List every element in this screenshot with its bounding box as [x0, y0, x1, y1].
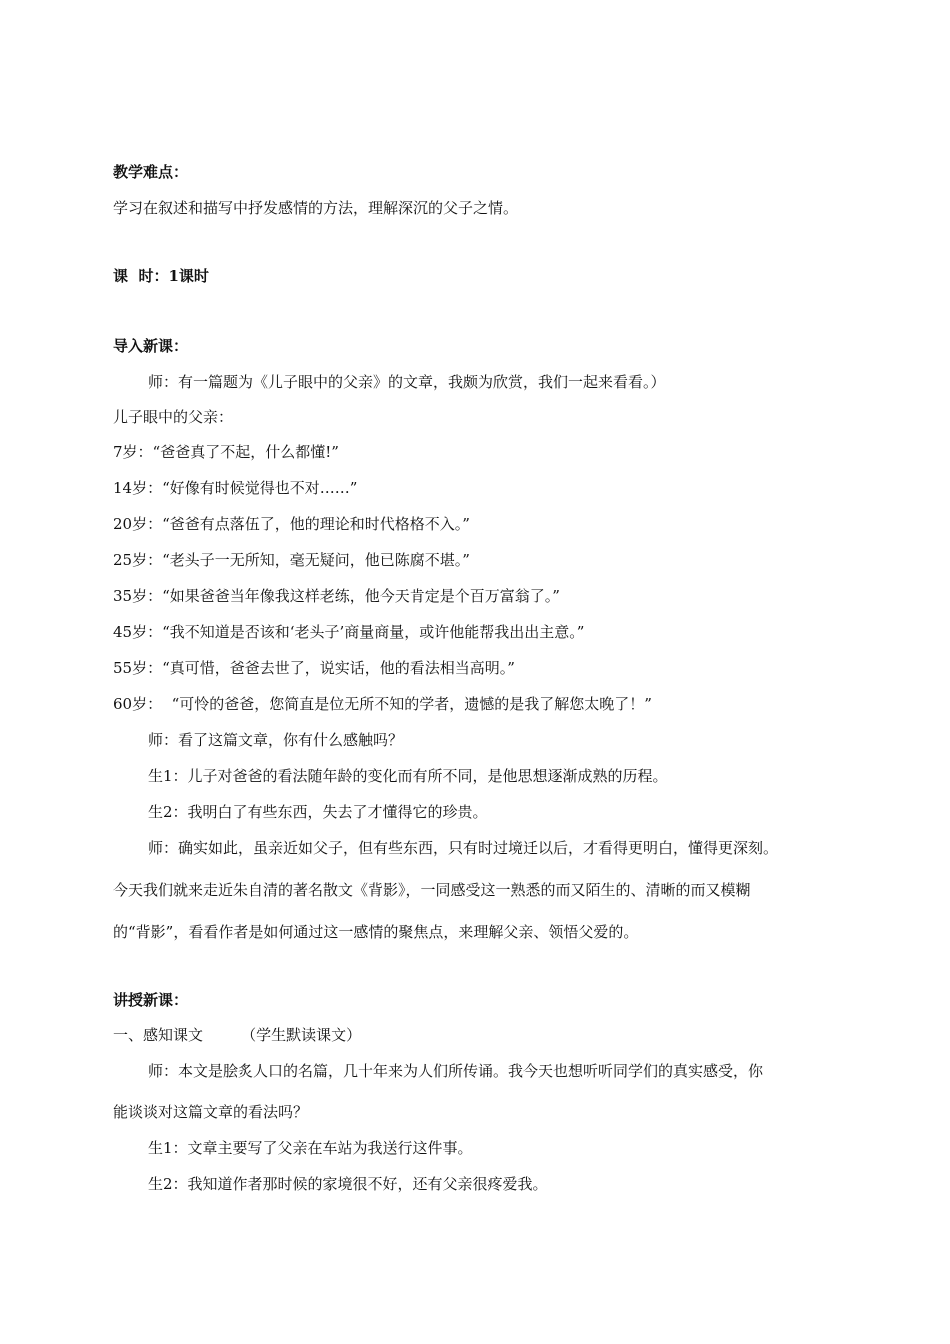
- teacher-intro: 师：有一篇题为《儿子眼中的父亲》的文章，我颇为欣赏，我们一起来看看。）: [148, 373, 666, 391]
- closing-line: 今天我们就来走近朱自清的著名散文《背影》，一同感受这一熟悉的而又陌生的、清晰的而又模糊: [113, 881, 751, 899]
- dialogue-line: 生2：我明白了有些东西，失去了才懂得它的珍贵。: [148, 803, 488, 821]
- age-line: 25岁：“老头子一无所知，毫无疑问，他已陈腐不堪。”: [113, 551, 470, 569]
- lecture-heading: 讲授新课：: [113, 991, 189, 1009]
- student-answer: 生1：文章主要写了父亲在车站为我送行这件事。: [148, 1139, 473, 1157]
- closing-line: 师：确实如此，虽亲近如父子，但有些东西，只有时过境迁以后，才看得更明白，懂得更深刻。: [148, 839, 779, 857]
- age-line: 35岁：“如果爸爸当年像我这样老练，他今天肯定是个百万富翁了。”: [113, 587, 560, 605]
- age-line: 55岁：“真可惜，爸爸去世了，说实话，他的看法相当高明。”: [113, 659, 515, 677]
- dialogue-line: 生1：儿子对爸爸的看法随年龄的变化而有所不同，是他思想逐渐成熟的历程。: [148, 767, 668, 785]
- list-title: 儿子眼中的父亲：: [113, 408, 234, 426]
- age-line: 7岁：“爸爸真了不起，什么都懂!”: [113, 443, 339, 461]
- student-answer: 生2：我知道作者那时候的家境很不好，还有父亲很疼爱我。: [148, 1175, 548, 1193]
- age-line: 60岁： “可怜的爸爸，您简直是位无所不知的学者，遗憾的是我了解您太晚了！”: [113, 695, 652, 713]
- teacher-question-line: 能谈谈对这篇文章的看法吗？: [113, 1103, 309, 1121]
- dialogue-line: 师：看了这篇文章，你有什么感触吗？: [148, 731, 404, 749]
- age-line: 14岁：“好像有时候觉得也不对……”: [113, 479, 358, 497]
- difficulty-heading: 教学难点：: [113, 163, 189, 181]
- class-hours-heading: 课 时：1课时: [113, 267, 209, 285]
- age-line: 20岁：“爸爸有点落伍了，他的理论和时代格格不入。”: [113, 515, 470, 533]
- difficulty-text: 学习在叙述和描写中抒发感情的方法，理解深沉的父子之情。: [113, 199, 519, 217]
- age-line: 45岁：“我不知道是否该和‘老头子’商量商量，或许他能帮我出出主意。”: [113, 623, 585, 641]
- closing-line: 的“背影”，看看作者是如何通过这一感情的聚焦点，来理解父亲、领悟父爱的。: [113, 923, 639, 941]
- intro-heading: 导入新课：: [113, 337, 189, 355]
- part-one-heading: 一、感知课文 （学生默读课文）: [113, 1026, 362, 1044]
- teacher-question-line: 师：本文是脍炙人口的名篇，几十年来为人们所传诵。我今天也想听听同学们的真实感受，你: [148, 1062, 764, 1080]
